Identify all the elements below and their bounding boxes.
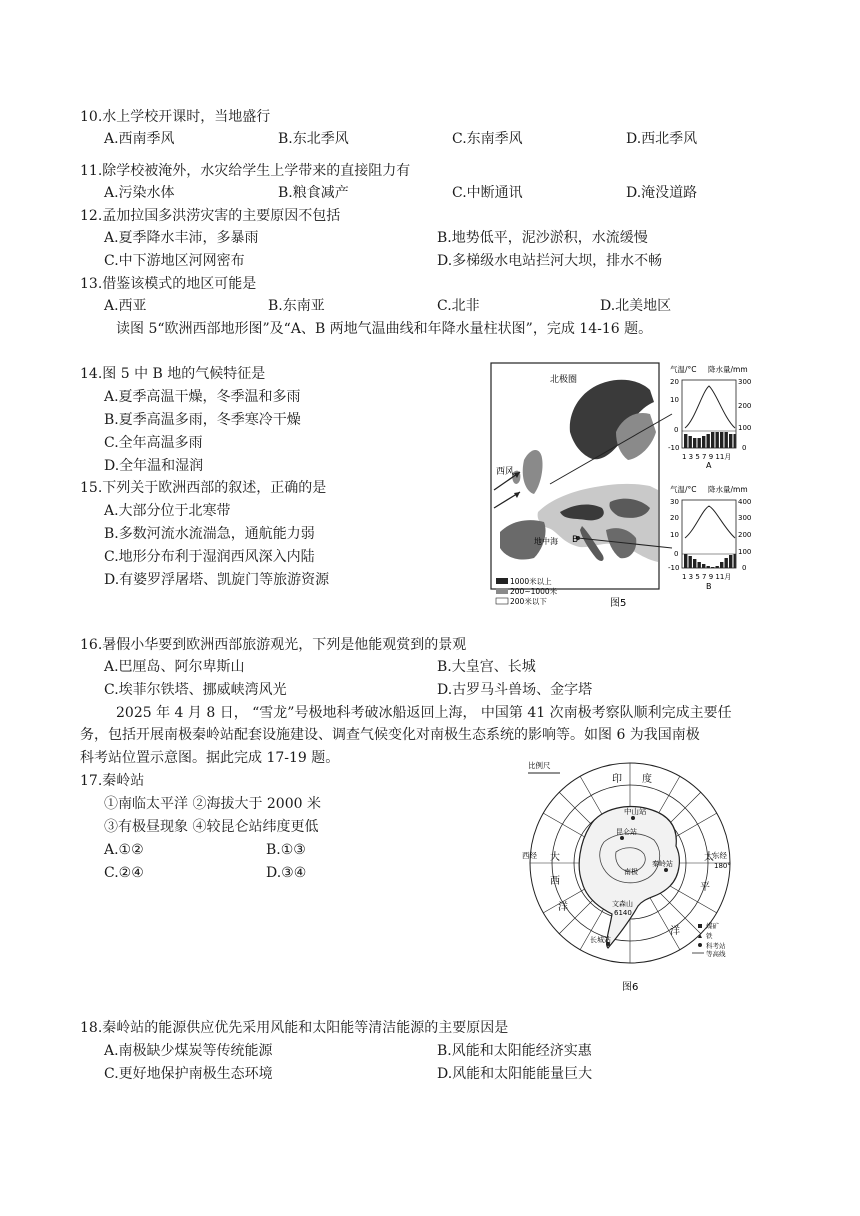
- legend-swatch-mid: [496, 588, 508, 594]
- q14-option-a: A.夏季高温干燥，冬季温和多雨: [104, 389, 301, 405]
- q18-option-c: C.更好地保护南极生态环境: [104, 1066, 273, 1082]
- chart-a-tick-10: 10: [670, 396, 679, 404]
- legend-contour: 等高线: [706, 950, 726, 958]
- q15-option-b: B.多数河流水流湍急，通航能力弱: [104, 526, 315, 542]
- legend-label-low: 200米以下: [510, 597, 547, 606]
- chart-a-bar: [693, 438, 696, 448]
- chart-b-bar: [698, 562, 701, 568]
- chart-a-rtick-300: 300: [738, 378, 752, 386]
- intro-14-16: 读图 5“欧洲西部地形图”及“A、B 两地气温曲线和年降水量柱状图”，完成 14-16 题。: [116, 321, 653, 337]
- ocean-char-7: 平: [700, 882, 710, 893]
- legend-iron: 铁: [706, 932, 713, 940]
- fig5-caption: 图5: [610, 598, 627, 609]
- chart-a-tick-20: 20: [670, 378, 679, 386]
- chart-b-temp-curve: [685, 506, 735, 538]
- chart-b-rtick-100: 100: [738, 548, 752, 556]
- legend-coal: 煤矿: [706, 922, 719, 930]
- chart-a-tick-neg10: -10: [668, 444, 680, 452]
- ocean-char-1: 大: [550, 852, 560, 863]
- chart-a-bar: [720, 432, 723, 448]
- chart-b-tick-30: 30: [670, 498, 679, 506]
- q18-option-b: B.风能和太阳能经济实惠: [437, 1043, 592, 1059]
- kunlun-dot: [620, 836, 624, 840]
- intro-17-19-line3: 科考站位置示意图。据此完成 17-19 题。: [80, 750, 340, 766]
- chart-b-bar: [711, 567, 714, 568]
- label-wensen-height: 6140: [614, 909, 632, 917]
- q17-statement-2: ③有极昼现象 ④较昆仑站纬度更低: [104, 819, 319, 835]
- chart-b-rtick-0: 0: [742, 564, 747, 572]
- q12-option-d: D.多梯级水电站拦河大坝，排水不畅: [437, 253, 663, 269]
- chart-b-bar: [684, 554, 687, 568]
- chart-b-months: 1 3 5 7 9 11月: [682, 573, 732, 581]
- q17-option-a: A.①②: [104, 842, 144, 858]
- q15-option-a: A.大部分位于北寒带: [104, 503, 231, 519]
- chart-a-rtick-200: 200: [738, 402, 752, 410]
- climate-chart-b: [668, 484, 751, 591]
- q12-option-b: B.地势低平，泥沙淤积，水流缓慢: [437, 230, 648, 246]
- label-westerly: 西风: [496, 467, 515, 477]
- q12-stem: 12.孟加拉国多洪涝灾害的主要原因不包括: [80, 208, 341, 224]
- legend-swatch-low: [496, 598, 508, 604]
- scale-label: 比例尺: [528, 761, 551, 770]
- antarctica-map-figure: [520, 758, 750, 998]
- legend-coal-swatch: [698, 924, 702, 928]
- q16-option-a: A.巴厘岛、阿尔卑斯山: [104, 659, 245, 675]
- q15-option-d: D.有婆罗浮屠塔、凯旋门等旅游资源: [104, 572, 330, 588]
- figure-5: [490, 362, 758, 614]
- chart-b-bar: [729, 555, 732, 568]
- q10-option-c: C.东南季风: [452, 131, 523, 147]
- q10-option-a: A.西南季风: [104, 131, 175, 147]
- q12-option-a: A.夏季降水丰沛，多暴雨: [104, 230, 259, 246]
- label-qinling: 秦岭站: [652, 860, 673, 868]
- chart-b-temp-label: 气温/°C: [670, 485, 697, 494]
- label-wensen: 文森山: [612, 900, 633, 908]
- q16-option-c: C.埃菲尔铁塔、挪威峡湾风光: [104, 682, 287, 698]
- q11-option-c: C.中断通讯: [452, 185, 523, 201]
- chart-a-bar: [729, 434, 732, 448]
- label-mediterranean: 地中海: [534, 537, 558, 546]
- chart-b-rtick-200: 200: [738, 531, 752, 539]
- ocean-char-6: 太: [704, 852, 714, 863]
- europe-map-figure: [490, 362, 758, 614]
- q16-option-d: D.古罗马斗兽场、金字塔: [437, 682, 593, 698]
- q17-option-b: B.①③: [266, 842, 306, 858]
- q18-option-a: A.南极缺少煤炭等传统能源: [104, 1043, 273, 1059]
- chart-b-bar: [716, 566, 719, 568]
- chart-a-rtick-100: 100: [738, 424, 752, 432]
- chart-a-name: A: [706, 461, 712, 470]
- chart-b-tick-0: 0: [674, 550, 679, 558]
- legend-station: 科考站: [706, 942, 726, 950]
- ocean-char-5: 度: [642, 774, 652, 785]
- zhongshan-dot: [631, 816, 635, 820]
- q10-option-d: D.西北季风: [626, 131, 698, 147]
- ocean-char-4: 印: [612, 774, 622, 785]
- q16-stem: 16.暑假小华要到欧洲西部旅游观光，下列是他能观赏到的景观: [80, 637, 467, 653]
- chart-b-bar: [693, 559, 696, 568]
- chart-a-rain-label: 降水量/mm: [708, 365, 748, 374]
- q10-option-b: B.东北季风: [278, 131, 349, 147]
- chart-a-bar: [707, 434, 710, 448]
- q14-option-c: C.全年高温多雨: [104, 435, 203, 451]
- legend-swatch-high: [496, 578, 508, 584]
- q14-option-d: D.全年温和湿润: [104, 458, 204, 474]
- chart-a-bars: [684, 432, 736, 448]
- climate-chart-a: [668, 364, 751, 470]
- ocean-char-2: 西: [550, 876, 560, 887]
- fig6-caption: 图6: [622, 982, 639, 993]
- label-north-sea: 北极圈: [550, 375, 578, 385]
- chart-b-rtick-300: 300: [738, 514, 752, 522]
- label-180: 180°: [714, 862, 731, 870]
- chart-a-bar: [684, 434, 687, 448]
- q13-option-c: C.北非: [437, 298, 480, 314]
- chart-b-rain-label: 降水量/mm: [708, 485, 748, 494]
- q18-stem: 18.秦岭站的能源供应优先采用风能和太阳能等清洁能源的主要原因是: [80, 1020, 509, 1036]
- q13-stem: 13.借鉴该模式的地区可能是: [80, 276, 257, 292]
- chart-a-bar: [716, 432, 719, 448]
- chart-a-months: 1 3 5 7 9 11月: [682, 453, 732, 461]
- q12-option-c: C.中下游地区河网密布: [104, 253, 245, 269]
- chart-b-rtick-400: 400: [738, 498, 752, 506]
- label-east-lon: 东经: [712, 851, 727, 860]
- chart-b-bar: [720, 562, 723, 568]
- chart-a-rtick-0: 0: [742, 444, 747, 452]
- q11-stem: 11.除学校被淹外，水灾给学生上学带来的直接阻力有: [80, 163, 411, 179]
- chart-b-tick-20: 20: [670, 514, 679, 522]
- label-point-b: B: [572, 535, 579, 545]
- chart-a-bar: [711, 432, 714, 448]
- chart-b-name: B: [706, 582, 712, 591]
- legend-label-high: 1000米以上: [510, 577, 552, 586]
- q14-option-b: B.夏季高温多雨，冬季寒冷干燥: [104, 412, 301, 428]
- chart-a-bar: [725, 432, 728, 448]
- chart-b-bar: [734, 554, 736, 568]
- chart-b-tick-10: 10: [670, 531, 679, 539]
- chart-b-bar: [707, 566, 710, 568]
- intro-17-19-line1: 2025 年 4 月 8 日， “雪龙”号极地科考破冰船返回上海， 中国第 41 次南极考察队顺利完成主要任: [116, 705, 732, 721]
- q11-option-b: B.粮食减产: [278, 185, 349, 201]
- qinling-dot: [664, 868, 668, 872]
- ocean-char-8: 洋: [670, 926, 680, 937]
- figure-6: [520, 758, 750, 998]
- chart-a-bar: [734, 434, 736, 448]
- q17-option-d: D.③④: [266, 865, 307, 881]
- chart-b-bar: [689, 556, 692, 568]
- q18-option-d: D.风能和太阳能能量巨大: [437, 1066, 593, 1082]
- q13-option-a: A.西亚: [104, 298, 147, 314]
- chart-a-temp-curve: [685, 386, 735, 428]
- label-changcheng: 长城站: [590, 936, 611, 944]
- q11-option-d: D.淹没道路: [626, 185, 698, 201]
- q11-option-a: A.污染水体: [104, 185, 175, 201]
- q17-stem: 17.秦岭站: [80, 773, 145, 789]
- q13-option-d: D.北美地区: [600, 298, 672, 314]
- label-zhongshan: 中山站: [624, 807, 647, 816]
- q15-stem: 15.下列关于欧洲西部的叙述，正确的是: [80, 480, 327, 496]
- label-south-pole: 南极: [624, 868, 638, 876]
- chart-a-tick-0: 0: [674, 426, 679, 434]
- legend-station-swatch: [698, 943, 702, 947]
- q15-option-c: C.地形分布利于湿润西风深入内陆: [104, 549, 315, 565]
- q10-stem: 10.水上学校开课时，当地盛行: [80, 109, 271, 125]
- q13-option-b: B.东南亚: [268, 298, 325, 314]
- chart-b-bar: [725, 558, 728, 568]
- chart-a-bar: [698, 438, 701, 448]
- chart-a-bar: [689, 436, 692, 448]
- chart-b-bar: [702, 564, 705, 568]
- chart-b-tick-neg10: -10: [668, 564, 680, 572]
- chart-a-bar: [702, 436, 705, 448]
- q16-option-b: B.大皇宫、长城: [437, 659, 536, 675]
- intro-17-19-line2: 务，包括开展南极秦岭站配套设施建设、调查气候变化对南极生态系统的影响等。如图 6 为我国南极: [80, 727, 700, 743]
- label-kunlun: 昆仑站: [616, 828, 637, 836]
- chart-b-bars: [684, 554, 736, 568]
- chart-a-temp-label: 气温/°C: [670, 365, 697, 374]
- legend-label-mid: 200~1000米: [510, 587, 558, 596]
- ocean-char-3: 洋: [558, 902, 568, 913]
- label-west-lon: 西经: [522, 851, 537, 860]
- q17-statement-1: ①南临太平洋 ②海拔大于 2000 米: [104, 796, 321, 812]
- q17-option-c: C.②④: [104, 865, 144, 881]
- q14-stem: 14.图 5 中 B 地的气候特征是: [80, 366, 266, 382]
